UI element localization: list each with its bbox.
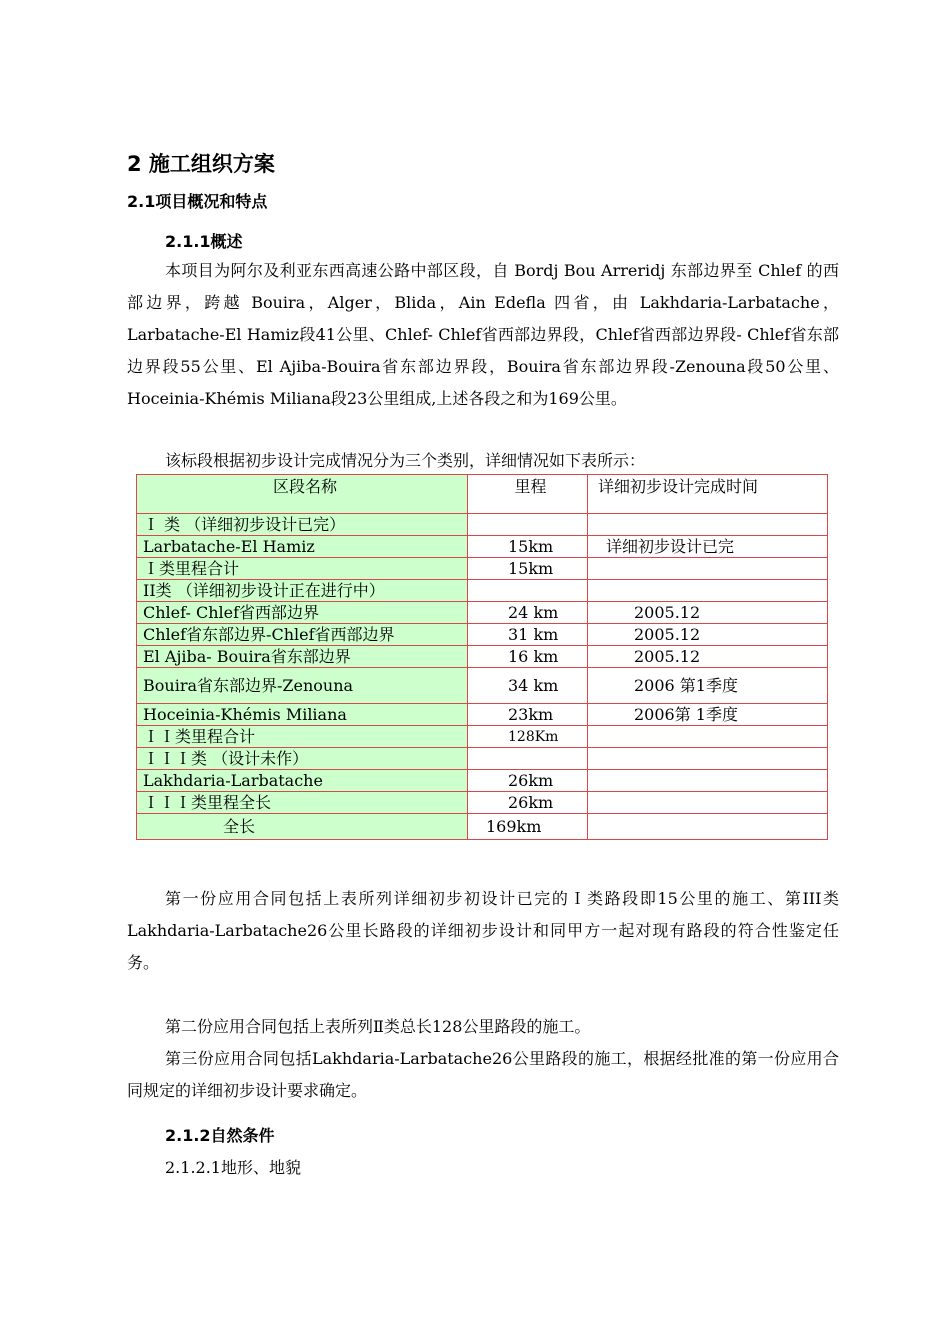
cell-section: Hoceinia-Khémis Miliana xyxy=(137,704,468,726)
header-completion-time: 详细初步设计完成时间 xyxy=(588,475,828,514)
cell-time: 2005.12 xyxy=(588,646,828,668)
table-row xyxy=(137,602,828,624)
cell-section: Chlef省东部边界-Chlef省西部边界 xyxy=(137,624,468,646)
cell-time xyxy=(588,748,828,770)
contract-one-paragraph: 第一份应用合同包括上表所列详细初步初设计已完的Ｉ类路段即15公里的施工、第III类 Lakhdaria-Larbatache26公里长路段的详细初步设计和同甲方一起对现有路段的符合性鉴定任务。 xyxy=(127,889,839,972)
cell-time xyxy=(588,580,828,602)
table-row xyxy=(137,726,828,748)
table-row xyxy=(137,558,828,580)
table-row xyxy=(137,580,828,602)
cell-time: 2005.12 xyxy=(588,624,828,646)
cell-length: 128Km xyxy=(468,726,588,748)
cell-length: 26km xyxy=(468,770,588,792)
cell-length: 24 km xyxy=(468,602,588,624)
table-intro: 该标段根据初步设计完成情况分为三个类别，详细情况如下表所示： xyxy=(165,451,646,470)
table-row xyxy=(137,748,828,770)
cell-time: 详细初步设计已完 xyxy=(588,536,828,558)
cell-time xyxy=(588,726,828,748)
cell-section: Ｉ 类 （详细初步设计已完） xyxy=(137,514,468,536)
cell-section: 全长 xyxy=(137,814,468,840)
table-row xyxy=(137,536,828,558)
cell-time xyxy=(588,514,828,536)
table-row xyxy=(137,668,828,704)
table-row xyxy=(137,624,828,646)
table-header-row xyxy=(137,475,828,514)
table-row xyxy=(137,646,828,668)
cell-section: Ｉ类里程合计 xyxy=(137,558,468,580)
cell-length: 16 km xyxy=(468,646,588,668)
cell-length: 26km xyxy=(468,792,588,814)
cell-time xyxy=(588,770,828,792)
cell-time: 2005.12 xyxy=(588,602,828,624)
cell-length: 31 km xyxy=(468,624,588,646)
cell-section: Lakhdaria-Larbatache xyxy=(137,770,468,792)
cell-length: 169km xyxy=(468,814,588,840)
cell-length: 15km xyxy=(468,536,588,558)
section-heading: 2 施工组织方案 xyxy=(127,152,275,176)
cell-section: Larbatache-El Hamiz xyxy=(137,536,468,558)
cell-length xyxy=(468,748,588,770)
cell-section: El Ajiba- Bouira省东部边界 xyxy=(137,646,468,668)
table-row xyxy=(137,792,828,814)
cell-length xyxy=(468,514,588,536)
table-row xyxy=(137,704,828,726)
contract-three-paragraph: 第三份应用合同包括Lakhdaria-Larbatache26公里路段的施工，根据经批准的第一份应用合同规定的详细初步设计要求确定。 xyxy=(127,1049,839,1100)
cell-section: ＩＩＩ类里程全长 xyxy=(137,792,468,814)
cell-time: 2006 第1季度 xyxy=(588,668,828,704)
cell-section: ＩＩＩ类 （设计未作） xyxy=(137,748,468,770)
cell-section: Chlef- Chlef省西部边界 xyxy=(137,602,468,624)
cell-section: ＩＩ类里程合计 xyxy=(137,726,468,748)
cell-time: 2006第 1季度 xyxy=(588,704,828,726)
cell-length: 15km xyxy=(468,558,588,580)
header-length: 里程 xyxy=(468,475,588,514)
subsubsection-heading: 2.1.1概述 xyxy=(165,232,243,251)
cell-section: Bouira省东部边界-Zenouna xyxy=(137,668,468,704)
table-row xyxy=(137,814,828,840)
terrain-heading: 2.1.2.1地形、地貌 xyxy=(165,1158,301,1177)
overview-paragraph: 本项目为阿尔及利亚东西高速公路中部区段，自 Bordj Bou Arreridj 东部边界至 Chlef 的西部边界，跨越 Bouira，Alger，Blida，Ain Edefla 四省，由 Lakhdaria-Larbatache，Larbatache-El Hamiz段41公里、Chlef- Chlef省西部边界段，Chlef省西部边界段- Chlef省东部边界段55公里、El Ajiba-Bouira省东部边界段，Bouira省东部边界段-Zenouna段50公里、Hoceinia-Khémis Miliana段23公里组成,上述各段之和为169公里。 xyxy=(127,261,839,408)
cell-length: 23km xyxy=(468,704,588,726)
cell-time xyxy=(588,558,828,580)
cell-time xyxy=(588,814,828,840)
header-section-name: 区段名称 xyxy=(137,475,468,514)
cell-time xyxy=(588,792,828,814)
cell-section: II类 （详细初步设计正在进行中） xyxy=(137,580,468,602)
section-table xyxy=(136,474,828,840)
table-row xyxy=(137,770,828,792)
natural-conditions-heading: 2.1.2自然条件 xyxy=(165,1126,275,1145)
subsection-heading: 2.1项目概况和特点 xyxy=(127,192,268,211)
cell-length: 34 km xyxy=(468,668,588,704)
table-row xyxy=(137,514,828,536)
cell-length xyxy=(468,580,588,602)
contract-two-paragraph: 第二份应用合同包括上表所列Ⅱ类总长128公里路段的施工。 xyxy=(165,1017,591,1036)
